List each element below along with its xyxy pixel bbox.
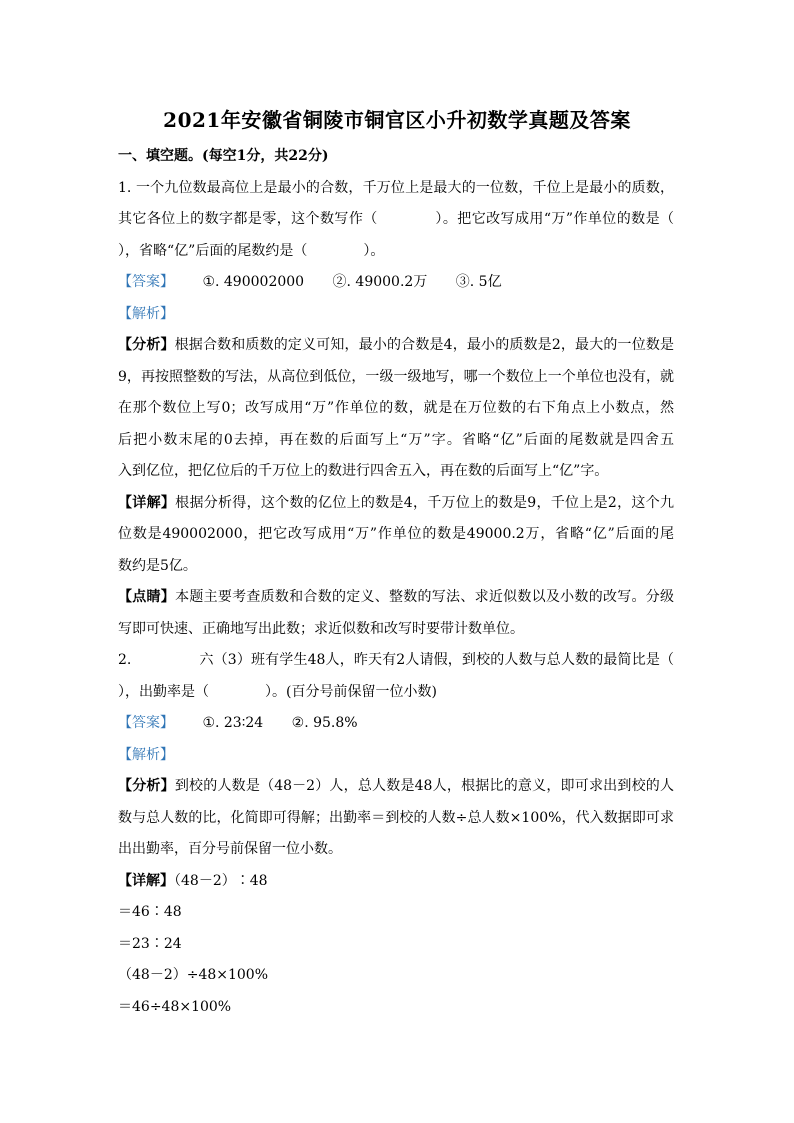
q2-fenxi-line: 数与总人数的比，化简即可得解；出勤率＝到校的人数÷总人数×100%，代入数据即可求: [118, 809, 674, 826]
q1-fenxi-line: 在那个数位上写0；改写成用“万”作单位的数，就是在万位数的右下角点上小数点，然: [118, 400, 674, 416]
q1-text-line: ），省略“亿”后面的尾数约是（ ）。: [118, 242, 385, 259]
q2-fenxi-line: 出出勤率，百分号前保留一位小数。: [118, 841, 342, 857]
q2-answer-1: ①. 23∶24: [202, 715, 264, 731]
q2-text-line: ），出勤率是（ ）。(百分号前保留一位小数): [118, 683, 437, 700]
page-title: 2021年安徽省铜陵市铜官区小升初数学真题及答案: [163, 108, 631, 132]
q1-text-line: 其它各位上的数字都是零，这个数写作（ ）。把它改写成用“万”作单位的数是（: [118, 211, 674, 227]
q1-dianjing-line: 写即可快速、正确地写出此数；求近似数和改写时要带计数单位。: [118, 620, 524, 637]
q1-answer-2: ②. 49000.2万: [332, 274, 428, 290]
q1-answer-3: ③. 5亿: [455, 274, 502, 290]
q2-xiangjie-line: ＝23∶24: [118, 935, 182, 952]
q2-text-line: 2. 六（3）班有学生48人，昨天有2人请假，到校的人数与总人数的最简比是（: [118, 652, 674, 668]
q2-xiangjie-line: 【详解】（48－2）∶48: [118, 872, 268, 889]
analysis-label: 【解析】: [118, 746, 174, 763]
dianjing-label: 【点睛】: [118, 589, 176, 605]
xiangjie-label: 【详解】: [118, 494, 176, 511]
q2-answer-2: ②. 95.8%: [291, 715, 358, 731]
analysis-label: 【解析】: [118, 305, 174, 322]
q2-answer-row: [118, 713, 674, 745]
q1-answer-1: ①. 490002000: [202, 274, 305, 290]
q1-text-line: 1. 一个九位数最高位上是最小的合数，千万位上是最大的一位数，千位上是最小的质数，: [118, 179, 674, 196]
q2-fenxi-line: 【分析】到校的人数是（48－2）人，总人数是48人，根据比的意义，即可求出到校的人: [118, 778, 674, 794]
xiangjie-label: 【详解】: [118, 872, 174, 889]
document-body: [118, 146, 674, 1028]
q2-xiangjie-line: ＝46÷48×100%: [118, 998, 232, 1015]
section-header: 一、填空题。(每空1分，共22分): [118, 148, 329, 164]
q2-xiangjie-line: （48－2）÷48×100%: [118, 967, 269, 983]
q1-dianjing-line: 【点睛】本题主要考查质数和合数的定义、整数的写法、求近似数以及小数的改写。分级: [118, 589, 675, 605]
q1-fenxi-line: 9，再按照整数的写法，从高位到低位，一级一级地写，哪一个数位上一个单位也没有，就: [118, 368, 674, 385]
q1-xiangjie-line: 数约是5亿。: [118, 557, 197, 574]
q1-answer-row: [118, 272, 674, 304]
q2-number: 2.: [118, 652, 132, 668]
q1-xiangjie-line: 【详解】根据分析得，这个数的亿位上的数是4，千万位上的数是9，千位上是2，这个九: [118, 494, 674, 511]
q1-xiangjie-line: 位数是490002000，把它改写成用“万”作单位的数是49000.2万，省略“亿”后面的尾: [118, 526, 674, 542]
q1-fenxi-line: 入到亿位，把亿位后的千万位上的数进行四舍五入，再在数的后面写上“亿”字。: [118, 463, 609, 479]
answer-label: 【答案】: [118, 274, 174, 290]
q2-xiangjie-line: ＝46∶48: [118, 904, 182, 920]
q1-fenxi-line: 【分析】根据合数和质数的定义可知，最小的合数是4，最小的质数是2，最大的一位数是: [118, 337, 675, 353]
q1-fenxi-line: 后把小数末尾的0去掉，再在数的后面写上“万”字。省略“亿”后面的尾数就是四舍五: [118, 431, 674, 448]
fenxi-label: 【分析】: [118, 778, 175, 794]
answer-label: 【答案】: [118, 715, 174, 731]
fenxi-label: 【分析】: [118, 337, 175, 353]
